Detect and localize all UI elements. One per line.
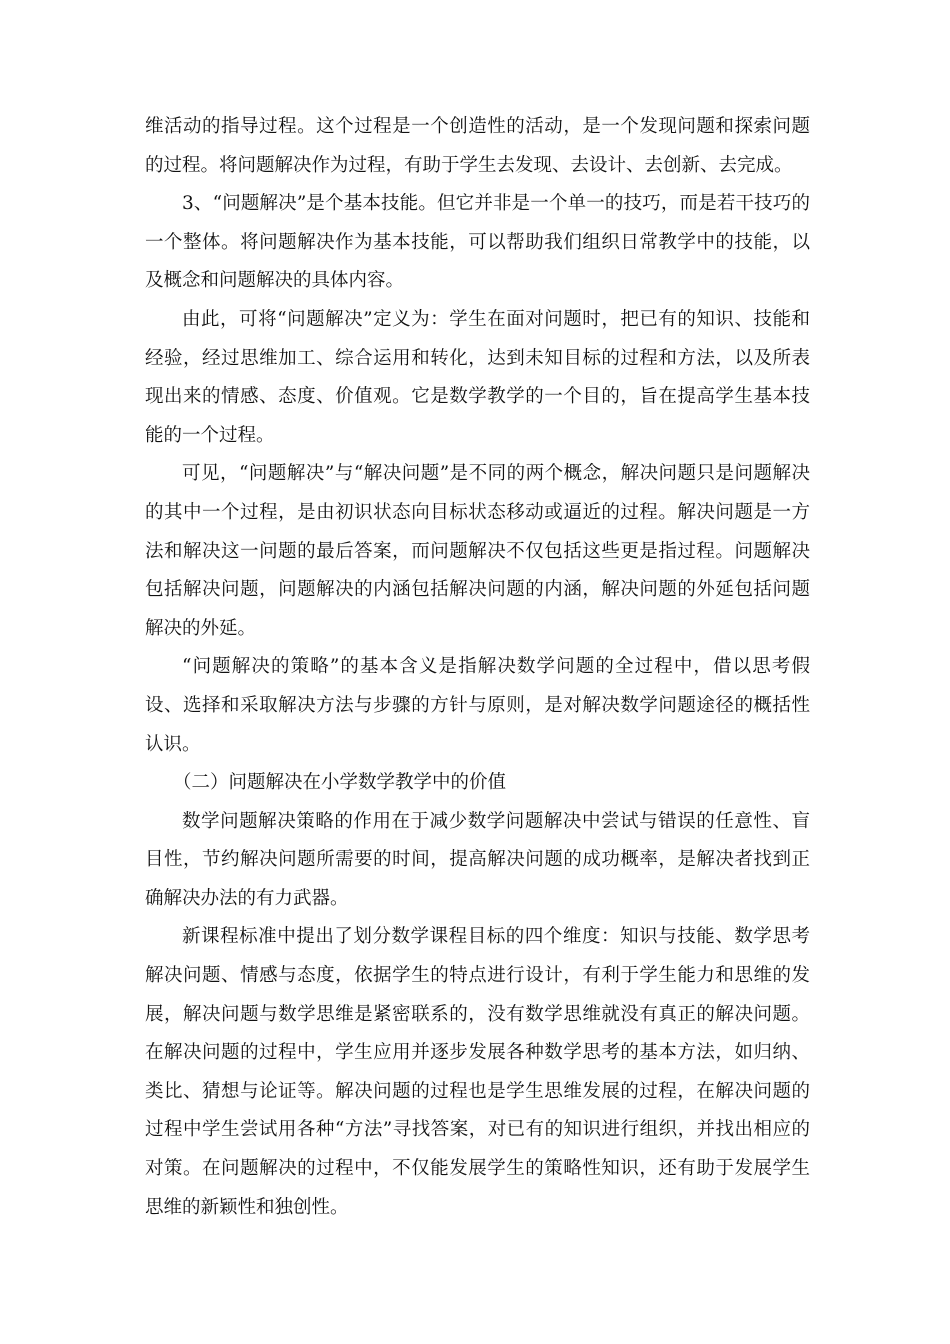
paragraph-definition: 由此，可将“问题解决”定义为：学生在面对问题时，把已有的知识、技能和经验，经过思维加工、综合运用和转化，达到未知目标的过程和方法，以及所表现出来的情感、态度、价值观。它是数学教学的一个目的，旨在提高学生基本技能的一个过程。 [145, 308, 810, 446]
paragraph-strategy-meaning: “问题解决的策略”的基本含义是指解决数学问题的全过程中，借以思考假设、选择和采取解决方法与步骤的方针与原则，是对解决数学问题途径的概括性认识。 [145, 656, 810, 755]
paragraph-basic-skill: 3、“问题解决”是个基本技能。但它并非是一个单一的技巧，而是若干技巧的一个整体。将问题解决作为基本技能，可以帮助我们组织日常教学中的技能，以及概念和问题解决的具体内容。 [145, 193, 810, 292]
document-body [145, 108, 810, 1227]
paragraph-curriculum: 新课程标准中提出了划分数学课程目标的四个维度：知识与技能、数学思考解决问题、情感与态度，依据学生的特点进行设计，有利于学生能力和思维的发展，解决问题与数学思维是紧密联系的，没有数学思维就没有真正的解决问题。在解决问题的过程中，学生应用并逐步发展各种数学思考的基本方法，如归纳、类比、猜想与论证等。解决问题的过程也是学生思维发展的过程，在解决问题的过程中学生尝试用各种“方法”寻找答案，对已有的知识进行组织，并找出相应的对策。在问题解决的过程中，不仅能发展学生的策略性知识，还有助于发展学生思维的新颖性和独创性。 [145, 926, 810, 1218]
section-heading: （二）问题解决在小学数学教学中的价值 [173, 772, 507, 794]
paragraph-continuation: 维活动的指导过程。这个过程是一个创造性的活动，是一个发现问题和探索问题的过程。将问题解决作为过程，有助于学生去发现、去设计、去创新、去完成。 [145, 116, 810, 176]
paragraph-comparison: 可见，“问题解决”与“解决问题”是不同的两个概念，解决问题只是问题解决的其中一个过程，是由初识状态向目标状态移动或逼近的过程。解决问题是一方法和解决这一问题的最后答案，而问题解决不仅包括这些更是指过程。问题解决包括解决问题，问题解决的内涵包括解决问题的内涵，解决问题的外延包括问题解决的外延。 [145, 463, 810, 639]
paragraph-strategy-role: 数学问题解决策略的作用在于减少数学问题解决中尝试与错误的任意性、盲目性，节约解决问题所需要的时间，提高解决问题的成功概率，是解决者找到正确解决办法的有力武器。 [145, 810, 810, 909]
